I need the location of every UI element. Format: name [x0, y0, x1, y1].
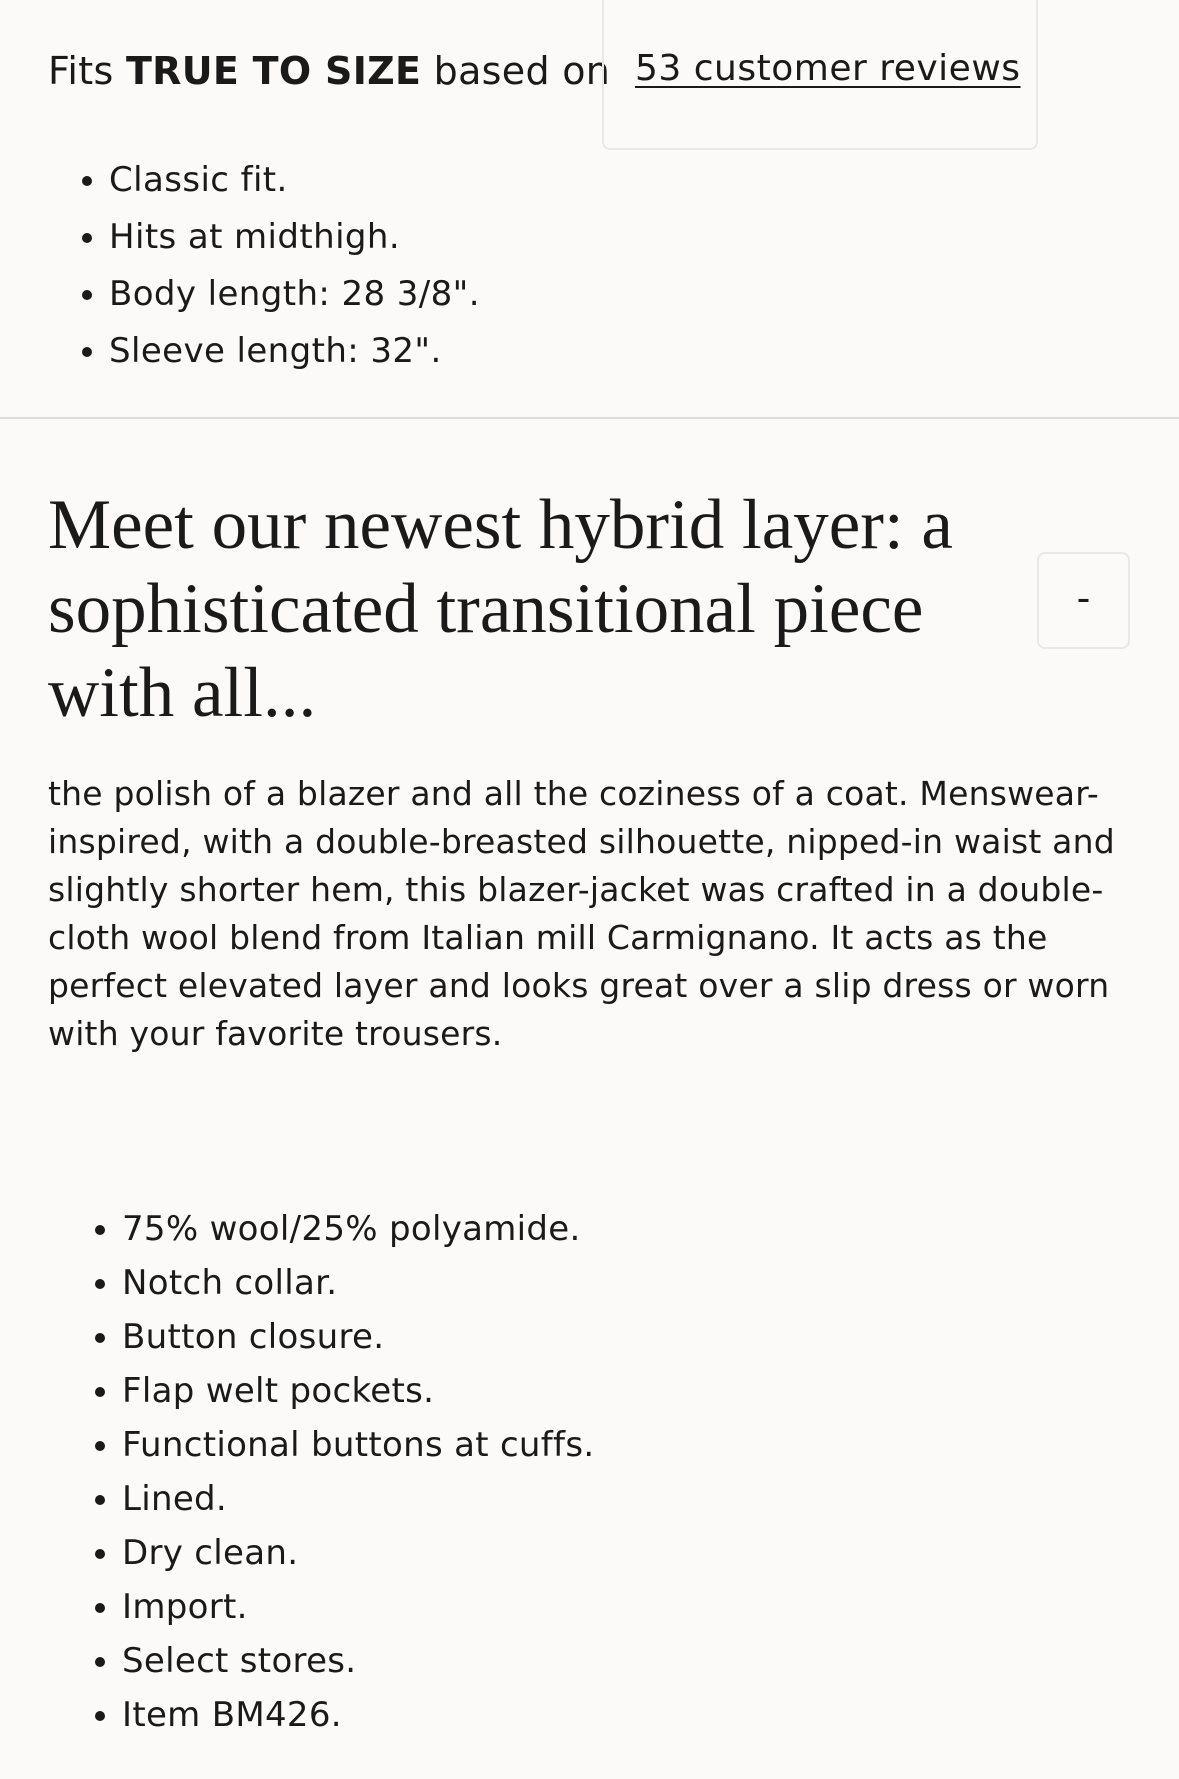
list-item: • Classic fit.: [109, 152, 480, 209]
customer-reviews-link[interactable]: 53 customer reviews: [635, 48, 1021, 89]
fit-suffix: based on: [433, 49, 611, 93]
description-body: the polish of a blazer and all the coziness of a coat. Menswear-inspired, with a double-breasted silhouette, nipped-in waist and slightly shorter hem, this blazer-jacket was crafted in a double-cloth wool blend from Italian mill Carmignano. It acts as the perfect elevated layer and looks great over a slip dress or worn with your favorite trousers.: [48, 774, 1115, 1053]
description-headline: Meet our newest hybrid layer: a sophisticated transitional piece with all...: [48, 486, 953, 732]
list-item: • Functional buttons at cuffs.: [122, 1418, 594, 1472]
fit-prefix: Fits: [48, 49, 114, 93]
list-item: • Import.: [122, 1580, 594, 1634]
list-item: • Hits at midthigh.: [109, 209, 480, 266]
list-item: • Flap welt pockets.: [122, 1364, 594, 1418]
list-item: • Button closure.: [122, 1310, 594, 1364]
list-item: • Body length: 28 3/8".: [109, 266, 480, 323]
list-item: • Item BM426.: [122, 1688, 594, 1742]
list-item: • Sleeve length: 32".: [109, 323, 480, 380]
list-item: • Dry clean.: [122, 1526, 594, 1580]
collapse-description-button[interactable]: [1037, 552, 1130, 649]
list-item: • 75% wool/25% polyamide.: [122, 1202, 594, 1256]
list-item: • Notch collar.: [122, 1256, 594, 1310]
section-divider: [0, 417, 1179, 419]
list-item: • Select stores.: [122, 1634, 594, 1688]
minus-icon: -: [1076, 575, 1091, 620]
fit-summary: [48, 44, 610, 98]
product-details-list: [48, 1202, 594, 1742]
fit-details-list: [48, 152, 480, 380]
fit-emphasis: TRUE TO SIZE: [125, 49, 422, 93]
list-item: • Lined.: [122, 1472, 594, 1526]
